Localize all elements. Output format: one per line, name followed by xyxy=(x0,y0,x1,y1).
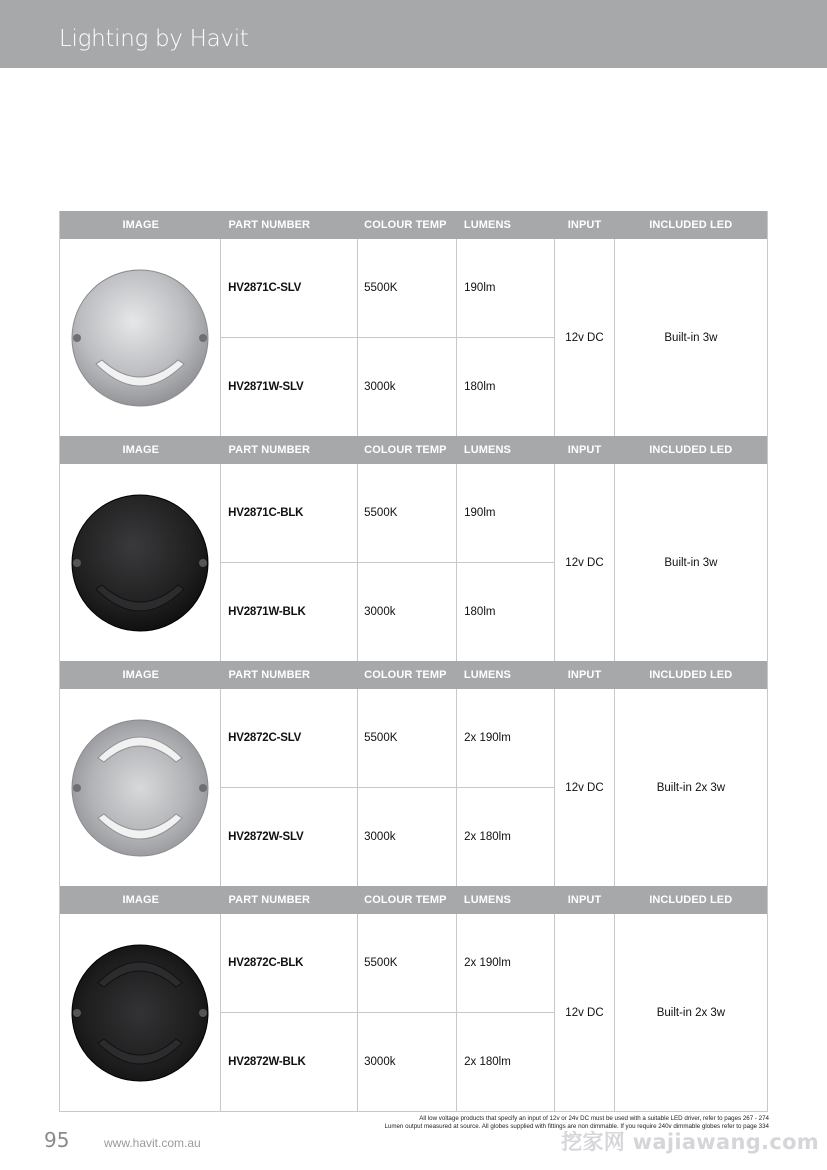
header-lumens: LUMENS xyxy=(463,219,511,231)
header-lumens: LUMENS xyxy=(463,669,511,681)
lumens: 2x 180lm xyxy=(457,788,555,886)
part-number: HV2871C-BLK xyxy=(221,464,358,562)
product-section xyxy=(59,661,768,886)
header-included-led: INCLUDED LED xyxy=(649,444,733,456)
variant-rows xyxy=(221,239,555,436)
header-part-number: PART NUMBER xyxy=(228,669,311,681)
product-section xyxy=(59,436,768,661)
website-url: www.havit.com.au xyxy=(104,1136,201,1150)
part-number: HV2872C-BLK xyxy=(221,914,358,1012)
lumens: 190lm xyxy=(457,464,555,562)
header-lumens: LUMENS xyxy=(463,894,511,906)
lumens: 2x 190lm xyxy=(457,689,555,787)
header-part-number: PART NUMBER xyxy=(228,894,311,906)
included-led-value: Built-in 3w xyxy=(664,556,718,569)
colour-temp: 5500K xyxy=(358,464,457,562)
table-row xyxy=(221,1012,555,1111)
input-value: 12v DC xyxy=(555,464,615,661)
table-header xyxy=(60,661,767,689)
header-included-led: INCLUDED LED xyxy=(649,894,733,906)
part-number: HV2872W-SLV xyxy=(221,788,358,886)
single-sided-silver-step-light-icon xyxy=(70,268,210,408)
header-included-led: INCLUDED LED xyxy=(649,669,733,681)
table-header xyxy=(60,886,767,914)
colour-temp: 5500K xyxy=(358,689,457,787)
header-image: IMAGE xyxy=(122,219,160,231)
colour-temp: 3000k xyxy=(358,338,457,436)
table-header xyxy=(60,436,767,464)
colour-temp: 3000k xyxy=(358,1013,457,1111)
lumens: 180lm xyxy=(457,563,555,661)
header-colour-temp: COLOUR TEMP xyxy=(364,669,447,681)
colour-temp: 3000k xyxy=(358,563,457,661)
table-body xyxy=(60,914,767,1111)
colour-temp: 3000k xyxy=(358,788,457,886)
table-row xyxy=(221,914,555,1012)
table-row xyxy=(221,239,555,337)
part-number: HV2872W-BLK xyxy=(221,1013,358,1111)
table-body xyxy=(60,239,767,436)
watermark: 挖家网 wajiawang.com xyxy=(561,1130,819,1154)
product-image-cell xyxy=(60,914,221,1111)
lumens: 190lm xyxy=(457,239,555,337)
double-sided-black-step-light-icon xyxy=(70,943,210,1083)
part-number: HV2872C-SLV xyxy=(221,689,358,787)
input-value: 12v DC xyxy=(555,239,615,436)
product-table xyxy=(59,211,768,1112)
header-colour-temp: COLOUR TEMP xyxy=(364,444,447,456)
part-number: HV2871W-SLV xyxy=(221,338,358,436)
lumens: 180lm xyxy=(457,338,555,436)
page-title: Lighting by Havit xyxy=(59,26,249,52)
variant-rows xyxy=(221,464,555,661)
header-colour-temp: COLOUR TEMP xyxy=(364,219,447,231)
header-included-led: INCLUDED LED xyxy=(649,219,733,231)
lumens: 2x 180lm xyxy=(457,1013,555,1111)
product-image-cell xyxy=(60,689,221,886)
product-image-cell xyxy=(60,239,221,436)
table-body xyxy=(60,464,767,661)
included-led-value: Built-in 2x 3w xyxy=(656,781,726,794)
colour-temp: 5500K xyxy=(358,239,457,337)
header-part-number: PART NUMBER xyxy=(228,219,311,231)
variant-rows xyxy=(221,689,555,886)
table-row xyxy=(221,464,555,562)
footer-note-driver: All low voltage products that specify an input of 12v or 24v DC must be used with a suitable LED driver, refer to pages 267 - 274 xyxy=(419,1115,769,1122)
table-row xyxy=(221,689,555,787)
header-image: IMAGE xyxy=(122,669,160,681)
header-colour-temp: COLOUR TEMP xyxy=(364,894,447,906)
variant-rows xyxy=(221,914,555,1111)
part-number: HV2871C-SLV xyxy=(221,239,358,337)
single-sided-black-step-light-icon xyxy=(70,493,210,633)
header-input: INPUT xyxy=(567,669,602,681)
double-sided-silver-step-light-icon xyxy=(70,718,210,858)
table-body xyxy=(60,689,767,886)
footer-note-lumen: Lumen output measured at source. All globes supplied with fittings are non dimmable. If you require 240v dimmable globes refer to page 334 xyxy=(384,1122,769,1130)
included-led-value: Built-in 2x 3w xyxy=(656,1006,726,1019)
table-row xyxy=(221,337,555,436)
header-image: IMAGE xyxy=(122,894,160,906)
header-bar xyxy=(0,0,827,68)
header-image: IMAGE xyxy=(122,444,160,456)
table-header xyxy=(60,211,767,239)
table-row xyxy=(221,787,555,886)
header-input: INPUT xyxy=(567,444,602,456)
part-number: HV2871W-BLK xyxy=(221,563,358,661)
header-part-number: PART NUMBER xyxy=(228,444,311,456)
header-input: INPUT xyxy=(567,219,602,231)
table-row xyxy=(221,562,555,661)
input-value: 12v DC xyxy=(555,689,615,886)
product-section xyxy=(59,886,768,1112)
page-number: 95 xyxy=(44,1128,70,1152)
colour-temp: 5500K xyxy=(358,914,457,1012)
included-led-value: Built-in 3w xyxy=(664,331,718,344)
lumens: 2x 190lm xyxy=(457,914,555,1012)
input-value: 12v DC xyxy=(555,914,615,1111)
product-image-cell xyxy=(60,464,221,661)
header-lumens: LUMENS xyxy=(463,444,511,456)
product-section xyxy=(59,211,768,436)
header-input: INPUT xyxy=(567,894,602,906)
